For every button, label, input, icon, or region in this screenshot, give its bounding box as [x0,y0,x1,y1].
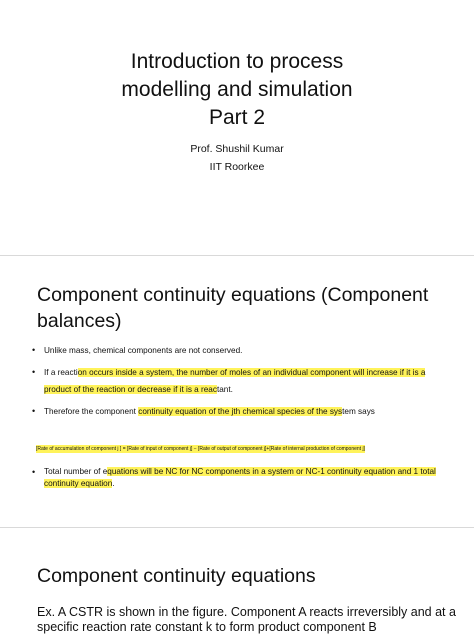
highlighted-text: quations will be NC for NC components in a system or NC-1 continuity equation and 1 total continuity equation [44,467,436,488]
slide-divider [0,527,474,528]
example-slide [0,535,474,632]
bullet-text: Total number of e [44,467,108,476]
title-line-2: modelling and simulation [121,78,353,101]
highlighted-text: continuity equation of the jth chemical species of the sys [138,407,343,416]
slide-heading: Component continuity equations [37,565,316,587]
bullet-text: If a reacti [44,368,78,377]
author-name: Prof. Shushil Kumar [190,143,284,155]
bullet-list [30,466,450,490]
title-line-3: Part 2 [208,106,266,129]
bullet-text: tant. [216,385,233,394]
slide-title [0,48,474,132]
bullet-text: . [112,479,115,488]
slide-heading [37,282,457,334]
bullet-item [30,364,450,398]
bullet-list [30,342,450,420]
bullet-text: Unlike mass, chemical components are not conserved. [44,346,243,355]
example-paragraph: Ex. A CSTR is shown in the figure. Component A reacts irreversibly and at a specific reaction rate constant k to form product component B [37,605,456,634]
balance-equation: [Rate of accumulation of component j ] = [Rate of input of component j] − [Rate of output of component j]+[Rate of internal production of component j] [36,446,365,452]
bullet-text: Therefore the component [44,407,139,416]
institution: IIT Roorkee [209,161,265,173]
title-slide [0,0,474,248]
heading-line-1: Component continuity equations (Component [37,284,429,306]
bullet-text: tem says [342,407,375,416]
highlighted-text: on occurs inside a system, the number of moles of an individual component will increase if it is a product of the reaction or decrease if it is a reac [44,368,426,394]
author-block [0,140,474,176]
slide-divider [0,255,474,256]
bullet-item [30,342,450,359]
bullet-item [30,403,450,420]
title-line-1: Introduction to process [130,50,344,73]
bullet-item [30,466,450,490]
component-balance-slide [0,262,474,520]
heading-line-2: balances) [37,310,122,332]
